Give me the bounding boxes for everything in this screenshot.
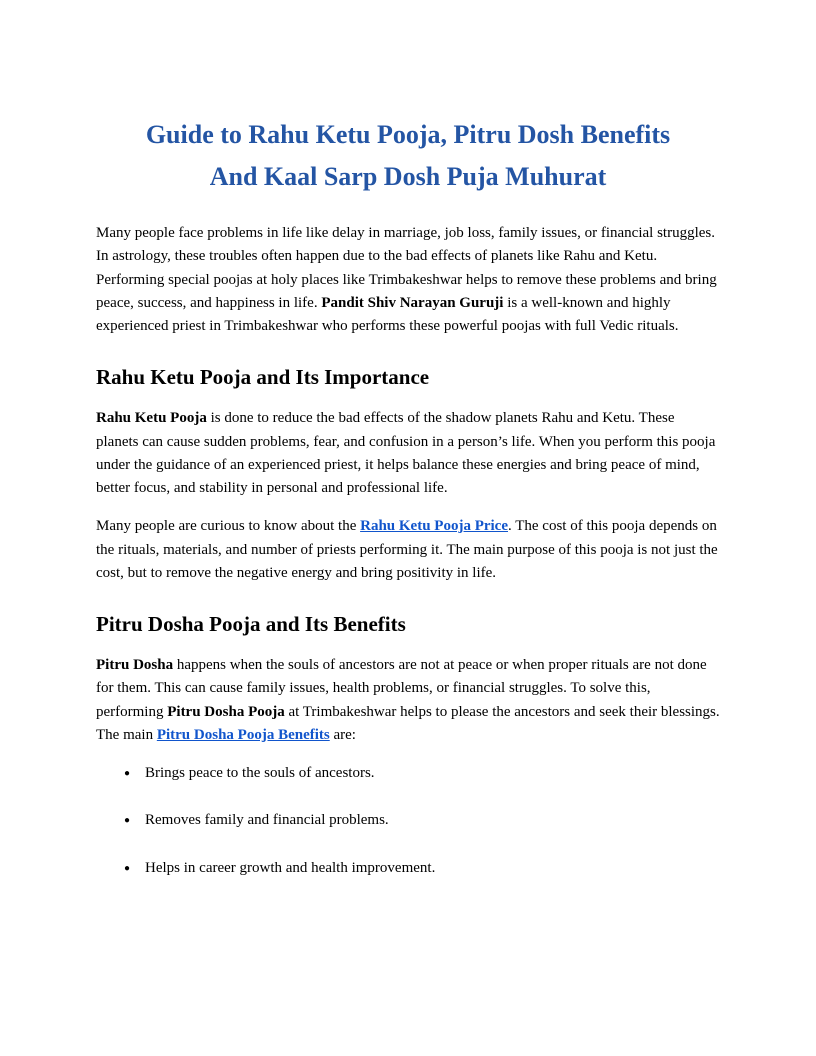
heading-pitru-dosha-benefits: Pitru Dosha Pooja and Its Benefits [96,612,406,637]
text-run-bold-pitru-dosha: Pitru Dosha [96,657,174,674]
rahu-paragraph-2 [96,515,720,585]
link-pitru-dosha-pooja-benefits[interactable]: Pitru Dosha Pooja Benefits [156,726,330,743]
title-line-2: And Kaal Sarp Dosh Puja Muhurat [209,162,607,192]
link-rahu-ketu-pooja-price[interactable]: Rahu Ketu Pooja Price [360,518,508,535]
list-item [124,857,720,880]
list-item-text: Helps in career growth and health improvement. [145,859,436,876]
list-item-text: Brings peace to the souls of ancestors. [145,765,375,782]
text-run-bold-rahu-ketu-pooja: Rahu Ketu Pooja [96,410,207,427]
intro-paragraph [96,222,720,338]
document-title [96,114,720,198]
pitru-paragraph-1 [96,654,720,747]
list-item-text: Removes family and financial problems. [145,812,389,829]
text-run-bold-pandit-name: Pandit Shiv Narayan Guruji [321,294,504,311]
text-run-bold-pitru-dosha-pooja: Pitru Dosha Pooja [167,703,285,720]
title-line-1: Guide to Rahu Ketu Pooja, Pitru Dosh Benefits [145,120,671,149]
text-run: are: [329,726,356,743]
benefits-list [96,762,720,880]
list-item [124,762,720,785]
list-item [124,809,720,832]
text-run: Many people are curious to know about the [96,518,361,535]
text-run: is done to reduce the bad effects of the shadow planets Rahu and Ketu. These planets can cause sudden problems, fear, and confusion in a person’s life. When you perform this pooja under the guidance of an experienced priest, it helps balance these energies and bring peace of mind, better focus, and stability in personal and professional life. [96,410,716,497]
rahu-paragraph-1 [96,407,720,500]
text-run: Many people face problems in life like delay in marriage, job loss, family issues, or financial struggles. In astrology, these troubles often happen due to the bad effects of planets like Rahu and Ketu. Performing special poojas at holy places like Trimbakeshwar helps to remove these problems and bring peace, success, and happiness in life. [96,225,717,311]
bullet-icon: ● [124,768,131,780]
text-run: . The cost of this pooja depends on the rituals, materials, and number of priests performing it. The main purpose of this pooja is not just the cost, but to remove the negative energy and bring positivity in life. [96,518,718,581]
text-run: is a well-known and highly experienced priest in Trimbakeshwar who performs these powerful poojas with full Vedic rituals. [96,294,679,335]
heading-rahu-ketu-importance: Rahu Ketu Pooja and Its Importance [96,365,430,390]
text-run: happens when the souls of ancestors are not at peace or when proper rituals are not done for them. This can cause family issues, health problems, or financial struggles. To solve this, performing [96,657,707,720]
bullet-icon: ● [124,862,131,874]
bullet-icon: ● [124,815,131,827]
text-run: at Trimbakeshwar helps to please the ancestors and seek their blessings. The main [96,703,720,743]
